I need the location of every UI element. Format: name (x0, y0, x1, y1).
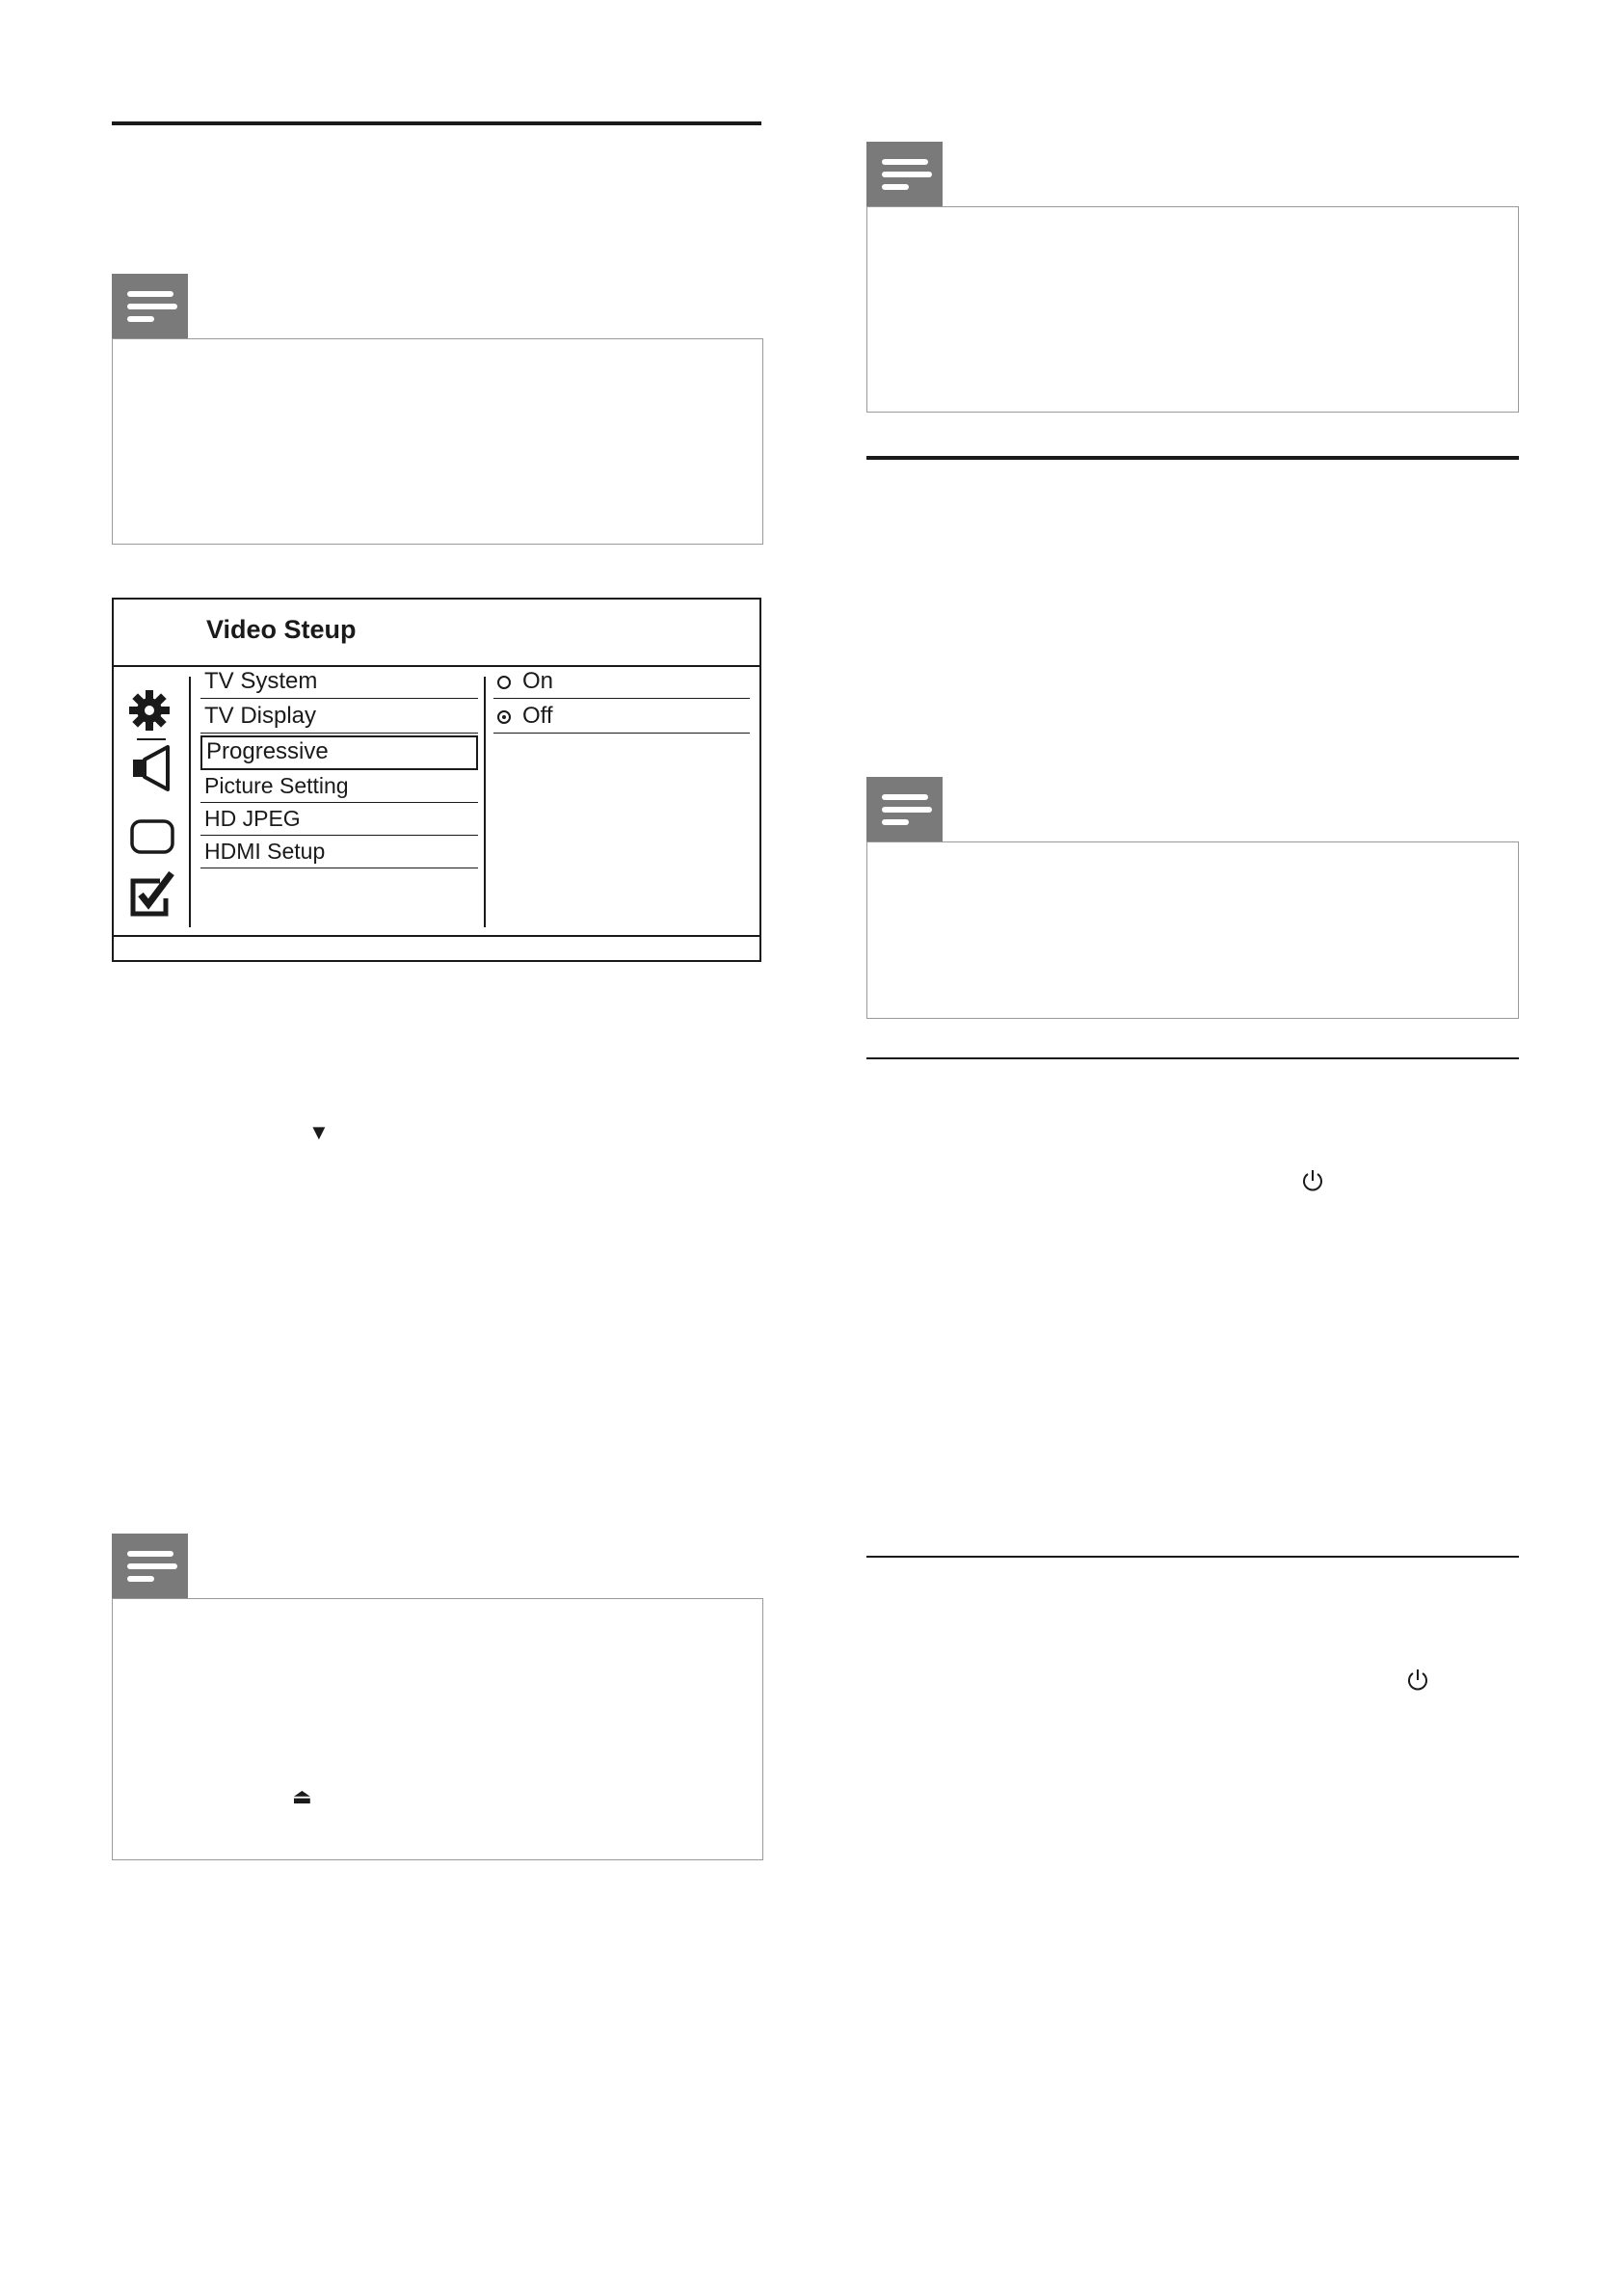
note-icon (866, 142, 943, 207)
section-rule (866, 1556, 1519, 1558)
note-box (112, 1598, 763, 1860)
note-box (866, 841, 1519, 1019)
radio-selected-icon (497, 710, 511, 724)
icon-separator (137, 738, 166, 740)
option-off[interactable] (493, 702, 750, 734)
gear-icon[interactable] (127, 688, 172, 733)
menu-item-hd-jpeg[interactable]: HD JPEG (200, 804, 478, 836)
note-box (866, 206, 1519, 413)
radio-icon (497, 676, 511, 689)
note-icon (112, 274, 188, 339)
speaker-icon[interactable] (131, 744, 172, 792)
menu-title: Video Steup (206, 615, 357, 644)
section-rule (866, 456, 1519, 460)
section-rule (866, 1057, 1519, 1059)
menu-item-picture-setting[interactable]: Picture Setting (200, 771, 478, 803)
section-rule-top-left (112, 121, 761, 125)
power-icon (1300, 1168, 1325, 1193)
checkbox-icon[interactable] (129, 869, 177, 920)
eject-icon: ⏏ (292, 1784, 312, 1808)
note-box (112, 338, 763, 545)
note-icon (112, 1534, 188, 1599)
menu-item-tv-system[interactable]: TV System (200, 667, 478, 699)
menu-divider (189, 677, 191, 927)
option-label: Off (522, 703, 553, 729)
menu-divider (114, 935, 759, 937)
down-arrow-icon: ▼ (308, 1120, 330, 1144)
video-setup-menu (112, 598, 761, 962)
menu-divider (484, 677, 486, 927)
note-icon (866, 777, 943, 842)
power-icon (1405, 1668, 1430, 1693)
menu-item-hdmi-setup[interactable]: HDMI Setup (200, 837, 478, 868)
screen-icon[interactable] (129, 817, 175, 856)
menu-item-progressive[interactable]: Progressive (200, 735, 478, 770)
option-label: On (522, 668, 554, 694)
menu-item-tv-display[interactable]: TV Display (200, 702, 478, 734)
option-on[interactable] (493, 667, 750, 699)
